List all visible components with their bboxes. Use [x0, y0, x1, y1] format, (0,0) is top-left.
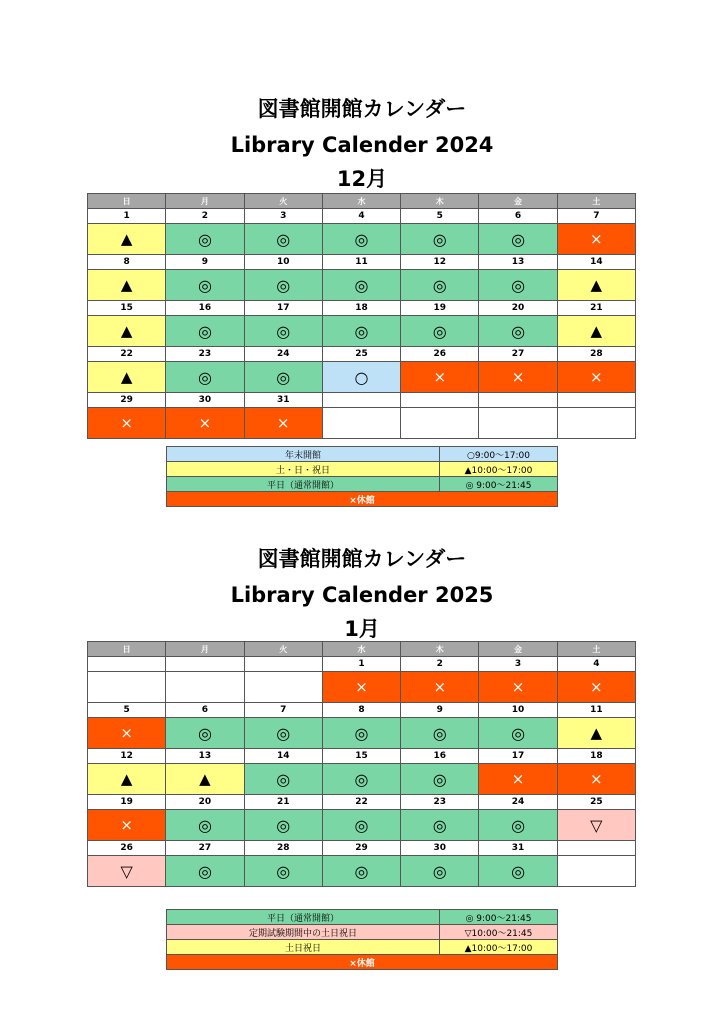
day-status-cell: × [479, 672, 557, 703]
day-status-cell: ▽ [557, 810, 635, 841]
day-status-cell: ◎ [166, 810, 244, 841]
cal2-month: 1月 [344, 617, 380, 641]
date-number: 14 [244, 749, 322, 764]
date-number [557, 841, 635, 856]
day-status-cell [244, 672, 322, 703]
date-number: 8 [88, 255, 166, 270]
day-status-cell: ◎ [401, 764, 479, 795]
legend-label: 土・日・祝日 [167, 462, 440, 477]
day-status-cell: ◎ [244, 856, 322, 887]
day-status-cell: ◎ [322, 810, 400, 841]
date-number [244, 657, 322, 672]
date-number: 3 [479, 657, 557, 672]
date-row [88, 657, 636, 672]
day-status-cell [401, 408, 479, 439]
legend-row [167, 925, 558, 940]
date-number: 1 [88, 209, 166, 224]
status-row [88, 224, 636, 255]
date-row [88, 255, 636, 270]
day-status-cell: ▲ [166, 764, 244, 795]
date-number: 11 [557, 703, 635, 718]
day-status-cell: ◎ [166, 718, 244, 749]
cal1-title-en: Library Calender 2024 [230, 133, 494, 157]
date-number: 25 [322, 347, 400, 362]
weekday-header-cell: 火 [244, 194, 322, 209]
date-number: 2 [401, 657, 479, 672]
day-status-cell: ◎ [401, 316, 479, 347]
day-status-cell: ◎ [244, 764, 322, 795]
date-number: 10 [244, 255, 322, 270]
date-number: 12 [88, 749, 166, 764]
weekday-header-cell: 木 [401, 194, 479, 209]
day-status-cell: ◎ [244, 362, 322, 393]
day-status-cell: ◎ [479, 224, 557, 255]
date-number: 7 [244, 703, 322, 718]
date-number: 7 [557, 209, 635, 224]
weekday-header-cell: 日 [88, 194, 166, 209]
date-row [88, 703, 636, 718]
cal1-title-jp: 図書館開館カレンダー [257, 97, 467, 121]
date-number: 20 [166, 795, 244, 810]
date-number: 10 [479, 703, 557, 718]
status-row [88, 718, 636, 749]
day-status-cell: ◎ [479, 316, 557, 347]
day-status-cell: ◎ [401, 810, 479, 841]
legend-row [167, 462, 558, 477]
date-number: 5 [88, 703, 166, 718]
date-number: 21 [244, 795, 322, 810]
legend-hours: ▽10:00～21:45 [440, 925, 558, 940]
cal2-title-en: Library Calender 2025 [230, 583, 494, 607]
day-status-cell: ▲ [557, 718, 635, 749]
date-number: 19 [401, 301, 479, 316]
date-number: 18 [557, 749, 635, 764]
day-status-cell: × [557, 224, 635, 255]
date-number: 26 [401, 347, 479, 362]
status-row [88, 856, 636, 887]
day-status-cell: ◎ [166, 856, 244, 887]
day-status-cell: ◎ [244, 718, 322, 749]
date-number: 6 [479, 209, 557, 224]
date-number: 25 [557, 795, 635, 810]
weekday-header-cell: 金 [479, 642, 557, 657]
day-status-cell: ◎ [166, 270, 244, 301]
legend-hours: ○9:00～17:00 [440, 447, 558, 462]
status-row [88, 810, 636, 841]
legend-closed-label: ×休館 [167, 492, 558, 507]
day-status-cell: ◎ [479, 718, 557, 749]
day-status-cell: ▲ [88, 224, 166, 255]
day-status-cell: × [166, 408, 244, 439]
date-number: 5 [401, 209, 479, 224]
date-number: 27 [166, 841, 244, 856]
date-number: 21 [557, 301, 635, 316]
day-status-cell: ▲ [557, 270, 635, 301]
legend-closed-label: ×休館 [167, 955, 558, 970]
date-number: 17 [479, 749, 557, 764]
day-status-cell: ◎ [401, 224, 479, 255]
cal1-legend [166, 446, 558, 507]
status-row [88, 764, 636, 795]
date-number: 17 [244, 301, 322, 316]
date-number: 28 [557, 347, 635, 362]
day-status-cell: × [401, 672, 479, 703]
date-number: 31 [479, 841, 557, 856]
cal1-weekday-header [88, 194, 636, 209]
legend-label: 平日（通常開館） [167, 477, 440, 492]
weekday-header-cell: 土 [557, 194, 635, 209]
day-status-cell: ◎ [479, 856, 557, 887]
day-status-cell: × [88, 810, 166, 841]
weekday-header-cell: 火 [244, 642, 322, 657]
date-number: 14 [557, 255, 635, 270]
date-number: 27 [479, 347, 557, 362]
date-number: 8 [322, 703, 400, 718]
date-number: 11 [322, 255, 400, 270]
day-status-cell: ◎ [479, 810, 557, 841]
date-row [88, 393, 636, 408]
day-status-cell: × [479, 764, 557, 795]
day-status-cell: ◎ [322, 856, 400, 887]
day-status-cell: ◎ [479, 270, 557, 301]
date-number: 16 [166, 301, 244, 316]
legend-label: 年末開館 [167, 447, 440, 462]
date-number [557, 393, 635, 408]
status-row [88, 408, 636, 439]
date-number: 31 [244, 393, 322, 408]
date-number: 13 [166, 749, 244, 764]
day-status-cell [557, 856, 635, 887]
date-number: 4 [322, 209, 400, 224]
weekday-header-cell: 月 [166, 642, 244, 657]
legend-closed-row [167, 492, 558, 507]
date-number: 26 [88, 841, 166, 856]
legend-row [167, 910, 558, 925]
date-number: 3 [244, 209, 322, 224]
legend-hours: ◎ 9:00～21:45 [440, 477, 558, 492]
cal2-grid [87, 641, 636, 887]
day-status-cell: × [322, 672, 400, 703]
cal2-legend [166, 909, 558, 970]
day-status-cell: ◎ [322, 224, 400, 255]
legend-hours: ◎ 9:00～21:45 [440, 910, 558, 925]
date-number: 6 [166, 703, 244, 718]
legend-label: 土日祝日 [167, 940, 440, 955]
date-number: 30 [401, 841, 479, 856]
status-row [88, 672, 636, 703]
day-status-cell: ▲ [88, 270, 166, 301]
weekday-header-cell: 土 [557, 642, 635, 657]
weekday-header-cell: 金 [479, 194, 557, 209]
weekday-header-cell: 木 [401, 642, 479, 657]
date-number: 12 [401, 255, 479, 270]
day-status-cell: ◎ [322, 270, 400, 301]
day-status-cell: ◎ [401, 718, 479, 749]
day-status-cell [557, 408, 635, 439]
day-status-cell: ○ [322, 362, 400, 393]
date-number: 15 [88, 301, 166, 316]
date-number: 30 [166, 393, 244, 408]
weekday-header-cell: 水 [322, 642, 400, 657]
day-status-cell [166, 672, 244, 703]
cal1-month: 12月 [336, 167, 388, 191]
date-number: 13 [479, 255, 557, 270]
legend-row [167, 477, 558, 492]
date-number: 16 [401, 749, 479, 764]
day-status-cell: ◎ [322, 764, 400, 795]
date-number: 29 [322, 841, 400, 856]
date-row [88, 841, 636, 856]
legend-closed-row [167, 955, 558, 970]
date-number [322, 393, 400, 408]
day-status-cell: ◎ [244, 810, 322, 841]
date-number: 28 [244, 841, 322, 856]
day-status-cell: ◎ [166, 316, 244, 347]
legend-row [167, 940, 558, 955]
day-status-cell: × [244, 408, 322, 439]
date-number [166, 657, 244, 672]
date-number: 15 [322, 749, 400, 764]
day-status-cell: ▲ [557, 316, 635, 347]
cal2-title-jp: 図書館開館カレンダー [257, 547, 467, 571]
date-number: 4 [557, 657, 635, 672]
date-number: 9 [166, 255, 244, 270]
date-number [401, 393, 479, 408]
weekday-header-cell: 水 [322, 194, 400, 209]
date-row [88, 347, 636, 362]
date-number [479, 393, 557, 408]
cal2-weekday-header [88, 642, 636, 657]
cal1-grid [87, 193, 636, 439]
day-status-cell: ◎ [166, 362, 244, 393]
date-number: 23 [401, 795, 479, 810]
date-row [88, 301, 636, 316]
day-status-cell: ◎ [401, 270, 479, 301]
date-number: 23 [166, 347, 244, 362]
day-status-cell: ◎ [401, 856, 479, 887]
date-row [88, 209, 636, 224]
day-status-cell: ▲ [88, 764, 166, 795]
legend-hours: ▲10:00～17:00 [440, 462, 558, 477]
date-number: 29 [88, 393, 166, 408]
day-status-cell: ◎ [322, 718, 400, 749]
date-number: 22 [322, 795, 400, 810]
date-row [88, 749, 636, 764]
day-status-cell: ◎ [244, 270, 322, 301]
day-status-cell: ▲ [88, 316, 166, 347]
date-number: 19 [88, 795, 166, 810]
day-status-cell [322, 408, 400, 439]
day-status-cell: ◎ [244, 316, 322, 347]
day-status-cell: ◎ [166, 224, 244, 255]
weekday-header-cell: 日 [88, 642, 166, 657]
date-number: 22 [88, 347, 166, 362]
date-number: 24 [244, 347, 322, 362]
day-status-cell: ◎ [322, 316, 400, 347]
date-number: 18 [322, 301, 400, 316]
legend-hours: ▲10:00～17:00 [440, 940, 558, 955]
status-row [88, 316, 636, 347]
day-status-cell: × [557, 764, 635, 795]
day-status-cell [479, 408, 557, 439]
day-status-cell [88, 672, 166, 703]
legend-label: 定期試験期間中の土日祝日 [167, 925, 440, 940]
date-number [88, 657, 166, 672]
date-row [88, 795, 636, 810]
day-status-cell: × [401, 362, 479, 393]
date-number: 24 [479, 795, 557, 810]
day-status-cell: ▲ [88, 362, 166, 393]
day-status-cell: × [479, 362, 557, 393]
status-row [88, 270, 636, 301]
day-status-cell: × [557, 672, 635, 703]
date-number: 1 [322, 657, 400, 672]
day-status-cell: ▽ [88, 856, 166, 887]
date-number: 20 [479, 301, 557, 316]
legend-label: 平日（通常開館） [167, 910, 440, 925]
legend-row [167, 447, 558, 462]
status-row [88, 362, 636, 393]
day-status-cell: × [557, 362, 635, 393]
date-number: 9 [401, 703, 479, 718]
day-status-cell: × [88, 408, 166, 439]
day-status-cell: × [88, 718, 166, 749]
date-number: 2 [166, 209, 244, 224]
weekday-header-cell: 月 [166, 194, 244, 209]
day-status-cell: ◎ [244, 224, 322, 255]
